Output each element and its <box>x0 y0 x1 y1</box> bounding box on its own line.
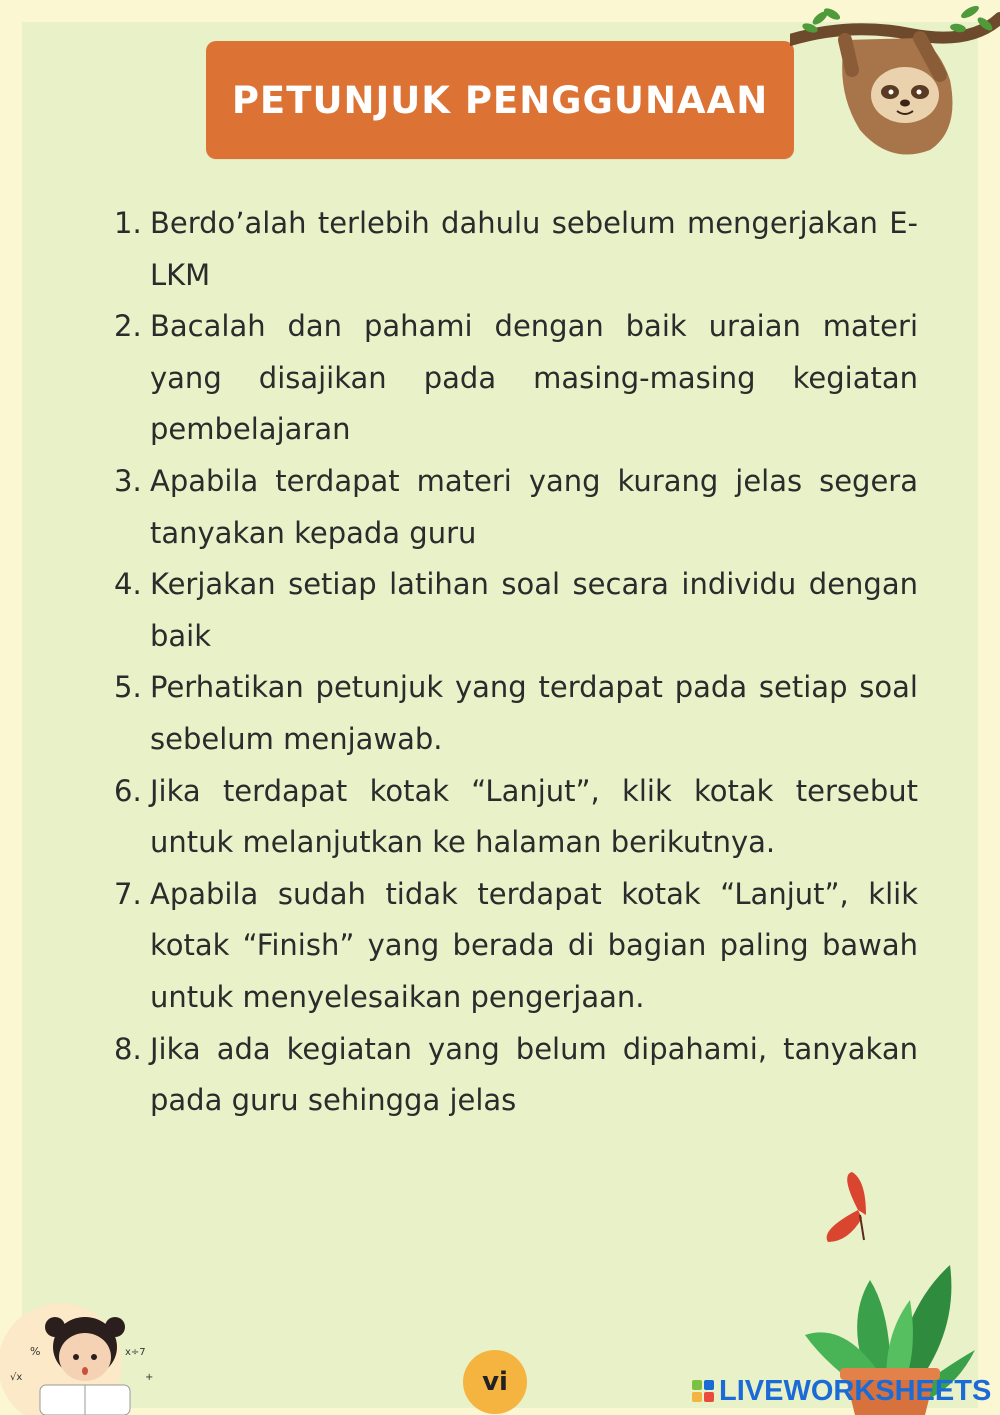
instruction-list <box>114 198 918 1127</box>
item-text: Apabila sudah tidak terdapat kotak “Lanjut”, klik kotak “Finish” yang berada di bagian paling bawah untuk menyelesaikan pengerjaan. <box>150 876 918 1014</box>
svg-text:√x: √x <box>10 1372 23 1383</box>
item-number: 1. <box>114 206 142 240</box>
item-text: Kerjakan setiap latihan soal secara individu dengan baik <box>150 567 918 653</box>
item-text: Perhatikan petunjuk yang terdapat pada setiap soal sebelum menjawab. <box>150 670 918 756</box>
svg-text:+: + <box>145 1372 154 1383</box>
list-item <box>114 1024 918 1127</box>
sloth-illustration-icon <box>790 0 1000 170</box>
page-title: PETUNJUK PENGGUNAAN <box>231 78 769 122</box>
watermark <box>692 1373 991 1409</box>
title-banner <box>206 41 794 159</box>
svg-text:x÷7: x÷7 <box>125 1347 146 1358</box>
watermark-text: LIVEWORKSHEETS <box>719 1374 992 1407</box>
item-number: 4. <box>114 567 142 602</box>
item-number: 5. <box>114 670 142 705</box>
item-text: Berdo’alah terlebih dahulu sebelum mengerjakan E-LKM <box>150 206 918 292</box>
item-number: 3. <box>114 463 142 498</box>
item-text: Apabila terdapat materi yang kurang jelas segera tanyakan kepada guru <box>150 463 918 550</box>
page-number: vi <box>463 1350 527 1414</box>
list-item <box>114 559 918 662</box>
girl-studying-icon <box>0 1285 175 1415</box>
item-text: Jika terdapat kotak “Lanjut”, klik kotak tersebut untuk melanjutkan ke halaman berikutnya. <box>150 773 918 860</box>
list-item <box>114 301 918 456</box>
item-text: Bacalah dan pahami dengan baik uraian materi yang disajikan pada masing-masing kegiatan pembelajaran <box>150 309 918 447</box>
item-number: 8. <box>114 1031 142 1066</box>
list-item <box>114 766 918 869</box>
item-text: Jika ada kegiatan yang belum dipahami, tanyakan pada guru sehingga jelas <box>150 1031 918 1118</box>
list-item <box>114 198 918 301</box>
liveworksheets-logo-icon <box>692 1380 714 1402</box>
item-number: 7. <box>114 876 142 911</box>
svg-text:%: % <box>30 1345 41 1358</box>
list-item <box>114 456 918 559</box>
item-number: 6. <box>114 773 142 808</box>
item-number: 2. <box>114 309 142 344</box>
list-item <box>114 869 918 1024</box>
list-item <box>114 662 918 765</box>
